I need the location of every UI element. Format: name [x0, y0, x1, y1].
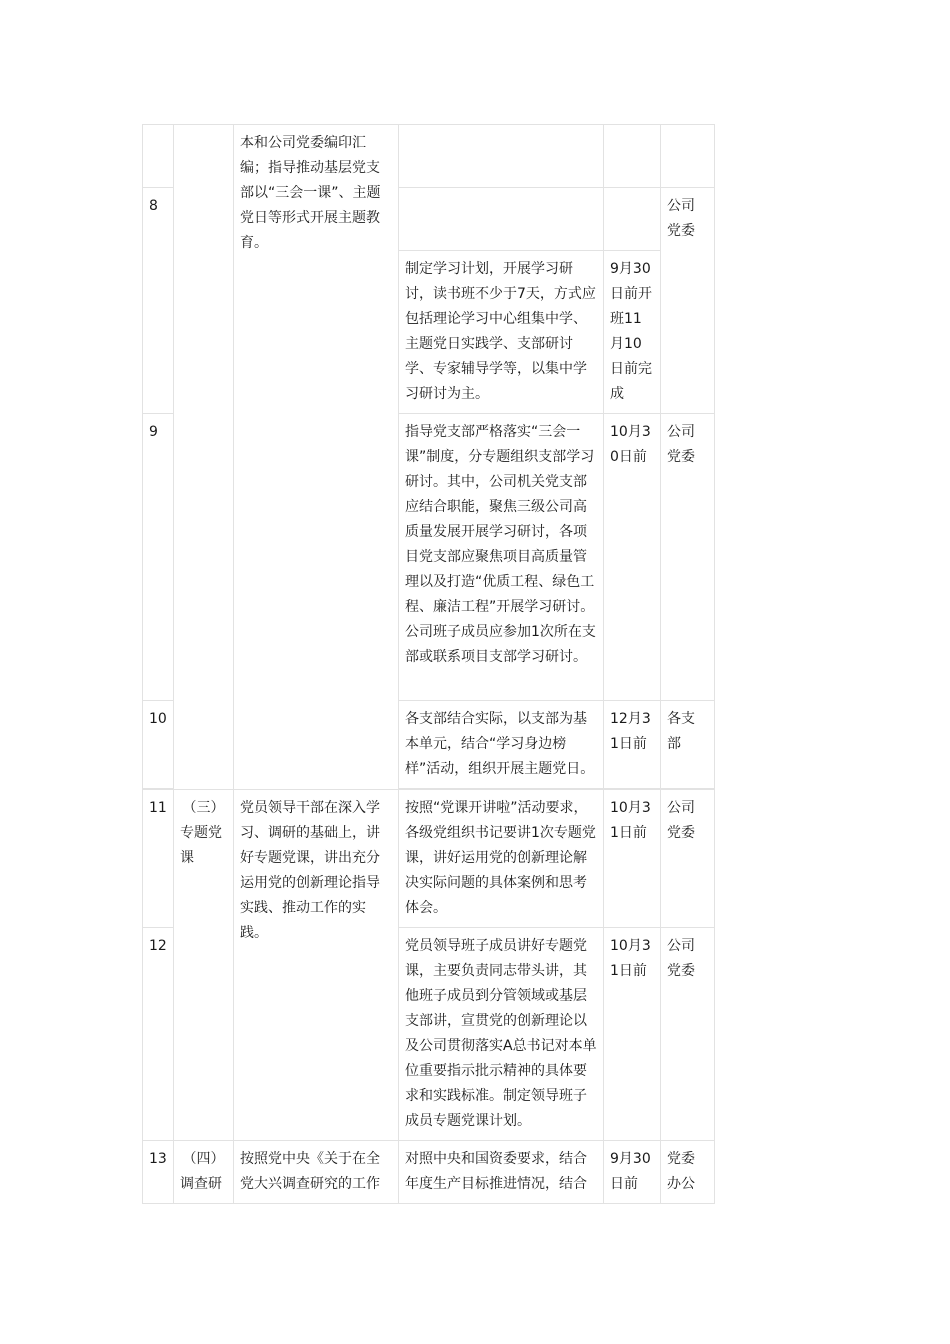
table-row [143, 1141, 715, 1204]
category-index: （四） [182, 1151, 225, 1167]
table-row [143, 125, 715, 188]
time-cell: 10月31日前 [604, 928, 661, 1141]
work-plan-table [142, 124, 715, 1204]
owner-cell: 公司党委 [661, 790, 715, 928]
content-cell: 党员领导干部在深入学习、调研的基础上，讲好专题党课，讲出充分运用党的创新理论指导实践、推动工作的实践。 [234, 790, 399, 1141]
category-title: 专题党课 [180, 825, 222, 866]
category-index: （三） [182, 800, 225, 816]
owner-cell: 公司党委 [661, 928, 715, 1141]
owner-cell: 公司党委 [661, 188, 715, 414]
owner-cell: 各支部 [661, 701, 715, 789]
time-cell: 12月31日前 [604, 701, 661, 789]
measure-cell: 党员领导班子成员讲好专题党课，主要负责同志带头讲，其他班子成员到分管领域或基层支部讲，宣贯党的创新理论以及公司贯彻落实A总书记对本单位重要指示批示精神的具体要求和实践标准。制定领导班子成员专题党课计划。 [399, 928, 604, 1141]
category-title: 调查研 [180, 1176, 222, 1192]
row-number: 11 [143, 790, 174, 928]
category-cell [174, 1141, 234, 1204]
measure-cell: 各支部结合实际，以支部为基本单元，结合“学习身边榜样”活动，组织开展主题党日。 [399, 701, 604, 789]
row-number: 9 [143, 414, 174, 701]
row-number: 8 [143, 188, 174, 414]
time-cell [604, 125, 661, 188]
category-cell [174, 125, 234, 790]
table-row [143, 790, 715, 928]
content-cell: 按照党中央《关于在全党大兴调查研究的工作 [234, 1141, 399, 1204]
time-cell: 9月30日前 [604, 1141, 661, 1204]
owner-cell [661, 125, 715, 188]
time-cell [604, 188, 661, 251]
measure-cell: 对照中央和国资委要求，结合年度生产目标推进情况，结合 [399, 1141, 604, 1204]
time-cell: 10月30日前 [604, 414, 661, 701]
row-number: 10 [143, 701, 174, 789]
owner-cell: 公司党委 [661, 414, 715, 701]
time-cell: 10月31日前 [604, 790, 661, 928]
owner-cell: 党委办公 [661, 1141, 715, 1204]
measure-cell: 指导党支部严格落实“三会一课”制度，分专题组织支部学习研讨。其中，公司机关党支部应结合职能，聚焦三级公司高质量发展开展学习研讨，各项目党支部应聚焦项目高质量管理以及打造“优质工程、绿色工程、廉洁工程”开展学习研讨。公司班子成员应参加1次所在支部或联系项目支部学习研讨。 [399, 414, 604, 701]
measure-cell: 按照“党课开讲啦”活动要求，各级党组织书记要讲1次专题党课，讲好运用党的创新理论解决实际问题的具体案例和思考体会。 [399, 790, 604, 928]
num-cell [143, 125, 174, 188]
row-number: 13 [143, 1141, 174, 1204]
measure-cell [399, 125, 604, 188]
category-cell [174, 790, 234, 1141]
time-cell: 9月30日前开班11月10日前完成 [604, 251, 661, 414]
content-cell: 本和公司党委编印汇编；指导推动基层党支部以“三会一课”、主题党日等形式开展主题教育。 [234, 125, 399, 790]
row-number: 12 [143, 928, 174, 1141]
measure-cell [399, 188, 604, 251]
measure-cell: 制定学习计划，开展学习研讨，读书班不少于7天，方式应包括理论学习中心组集中学、主题党日实践学、支部研讨学、专家辅导学等，以集中学习研讨为主。 [399, 251, 604, 414]
